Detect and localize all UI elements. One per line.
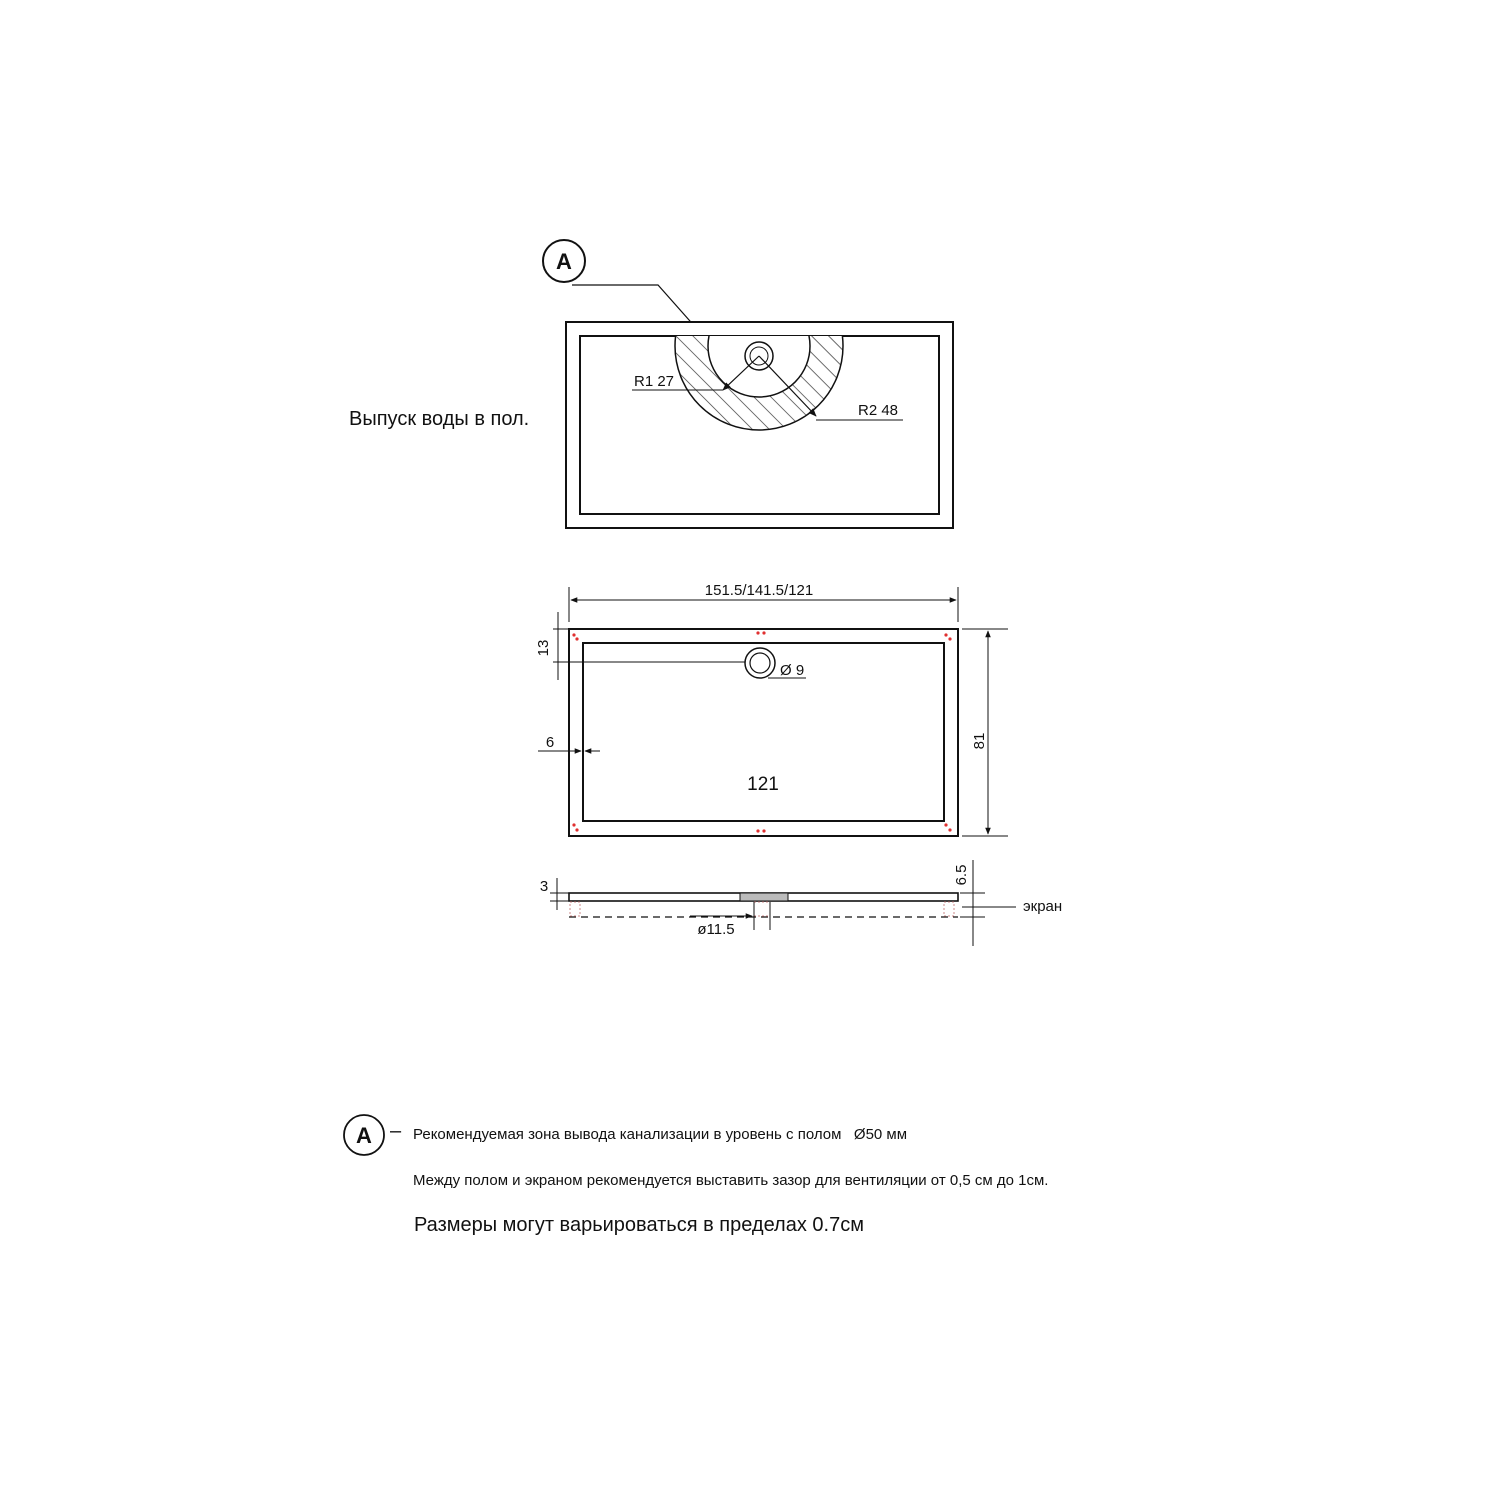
r1-label: R1 27 [634, 373, 675, 390]
left-support [570, 902, 580, 916]
legend-line-2: Между полом и экраном рекомендуется выставить зазор для вентиляции от 0,5 см до 1см. [413, 1172, 1049, 1189]
r2-label: R2 48 [858, 402, 899, 419]
drain-dim-label: Ø 9 [780, 662, 805, 679]
center-dim-label: 121 [747, 774, 779, 795]
side-drain-body [740, 893, 788, 901]
marker [572, 823, 575, 826]
rim-dim-label: 13 [535, 639, 552, 657]
marker [762, 631, 765, 634]
marker [575, 828, 578, 831]
top-view [543, 240, 953, 528]
plan-view [535, 582, 1008, 836]
marker [944, 633, 947, 636]
marker [572, 633, 575, 636]
width-dim-label: 151.5/141.5/121 [704, 582, 814, 599]
screen-label: экран [1023, 898, 1063, 915]
side-drain-dim-label: ø11.5 [697, 921, 735, 938]
center-support [754, 902, 770, 916]
marker [575, 637, 578, 640]
legend-line-1: Рекомендуемая зона вывода канализации в уровень с полом Ø50 мм [413, 1126, 908, 1143]
water-outlet-caption: Выпуск воды в пол. [349, 408, 530, 430]
marker [756, 631, 759, 634]
marker [948, 828, 951, 831]
marker [948, 637, 951, 640]
callout-a-label: A [556, 249, 572, 274]
side-height-dim-label: 6.5 [953, 864, 970, 886]
thickness-dim-label: 3 [539, 878, 549, 895]
legend-line-3: Размеры могут варьироваться в пределах 0.7см [414, 1214, 864, 1236]
marker [944, 823, 947, 826]
marker [756, 829, 759, 832]
marker [762, 829, 765, 832]
right-support [944, 902, 954, 916]
side-dim-label: 6 [545, 734, 555, 751]
side-view [540, 860, 1062, 946]
legend-dash: – [390, 1120, 402, 1142]
height-dim-label: 81 [971, 732, 988, 750]
legend-badge-label: A [356, 1123, 372, 1148]
